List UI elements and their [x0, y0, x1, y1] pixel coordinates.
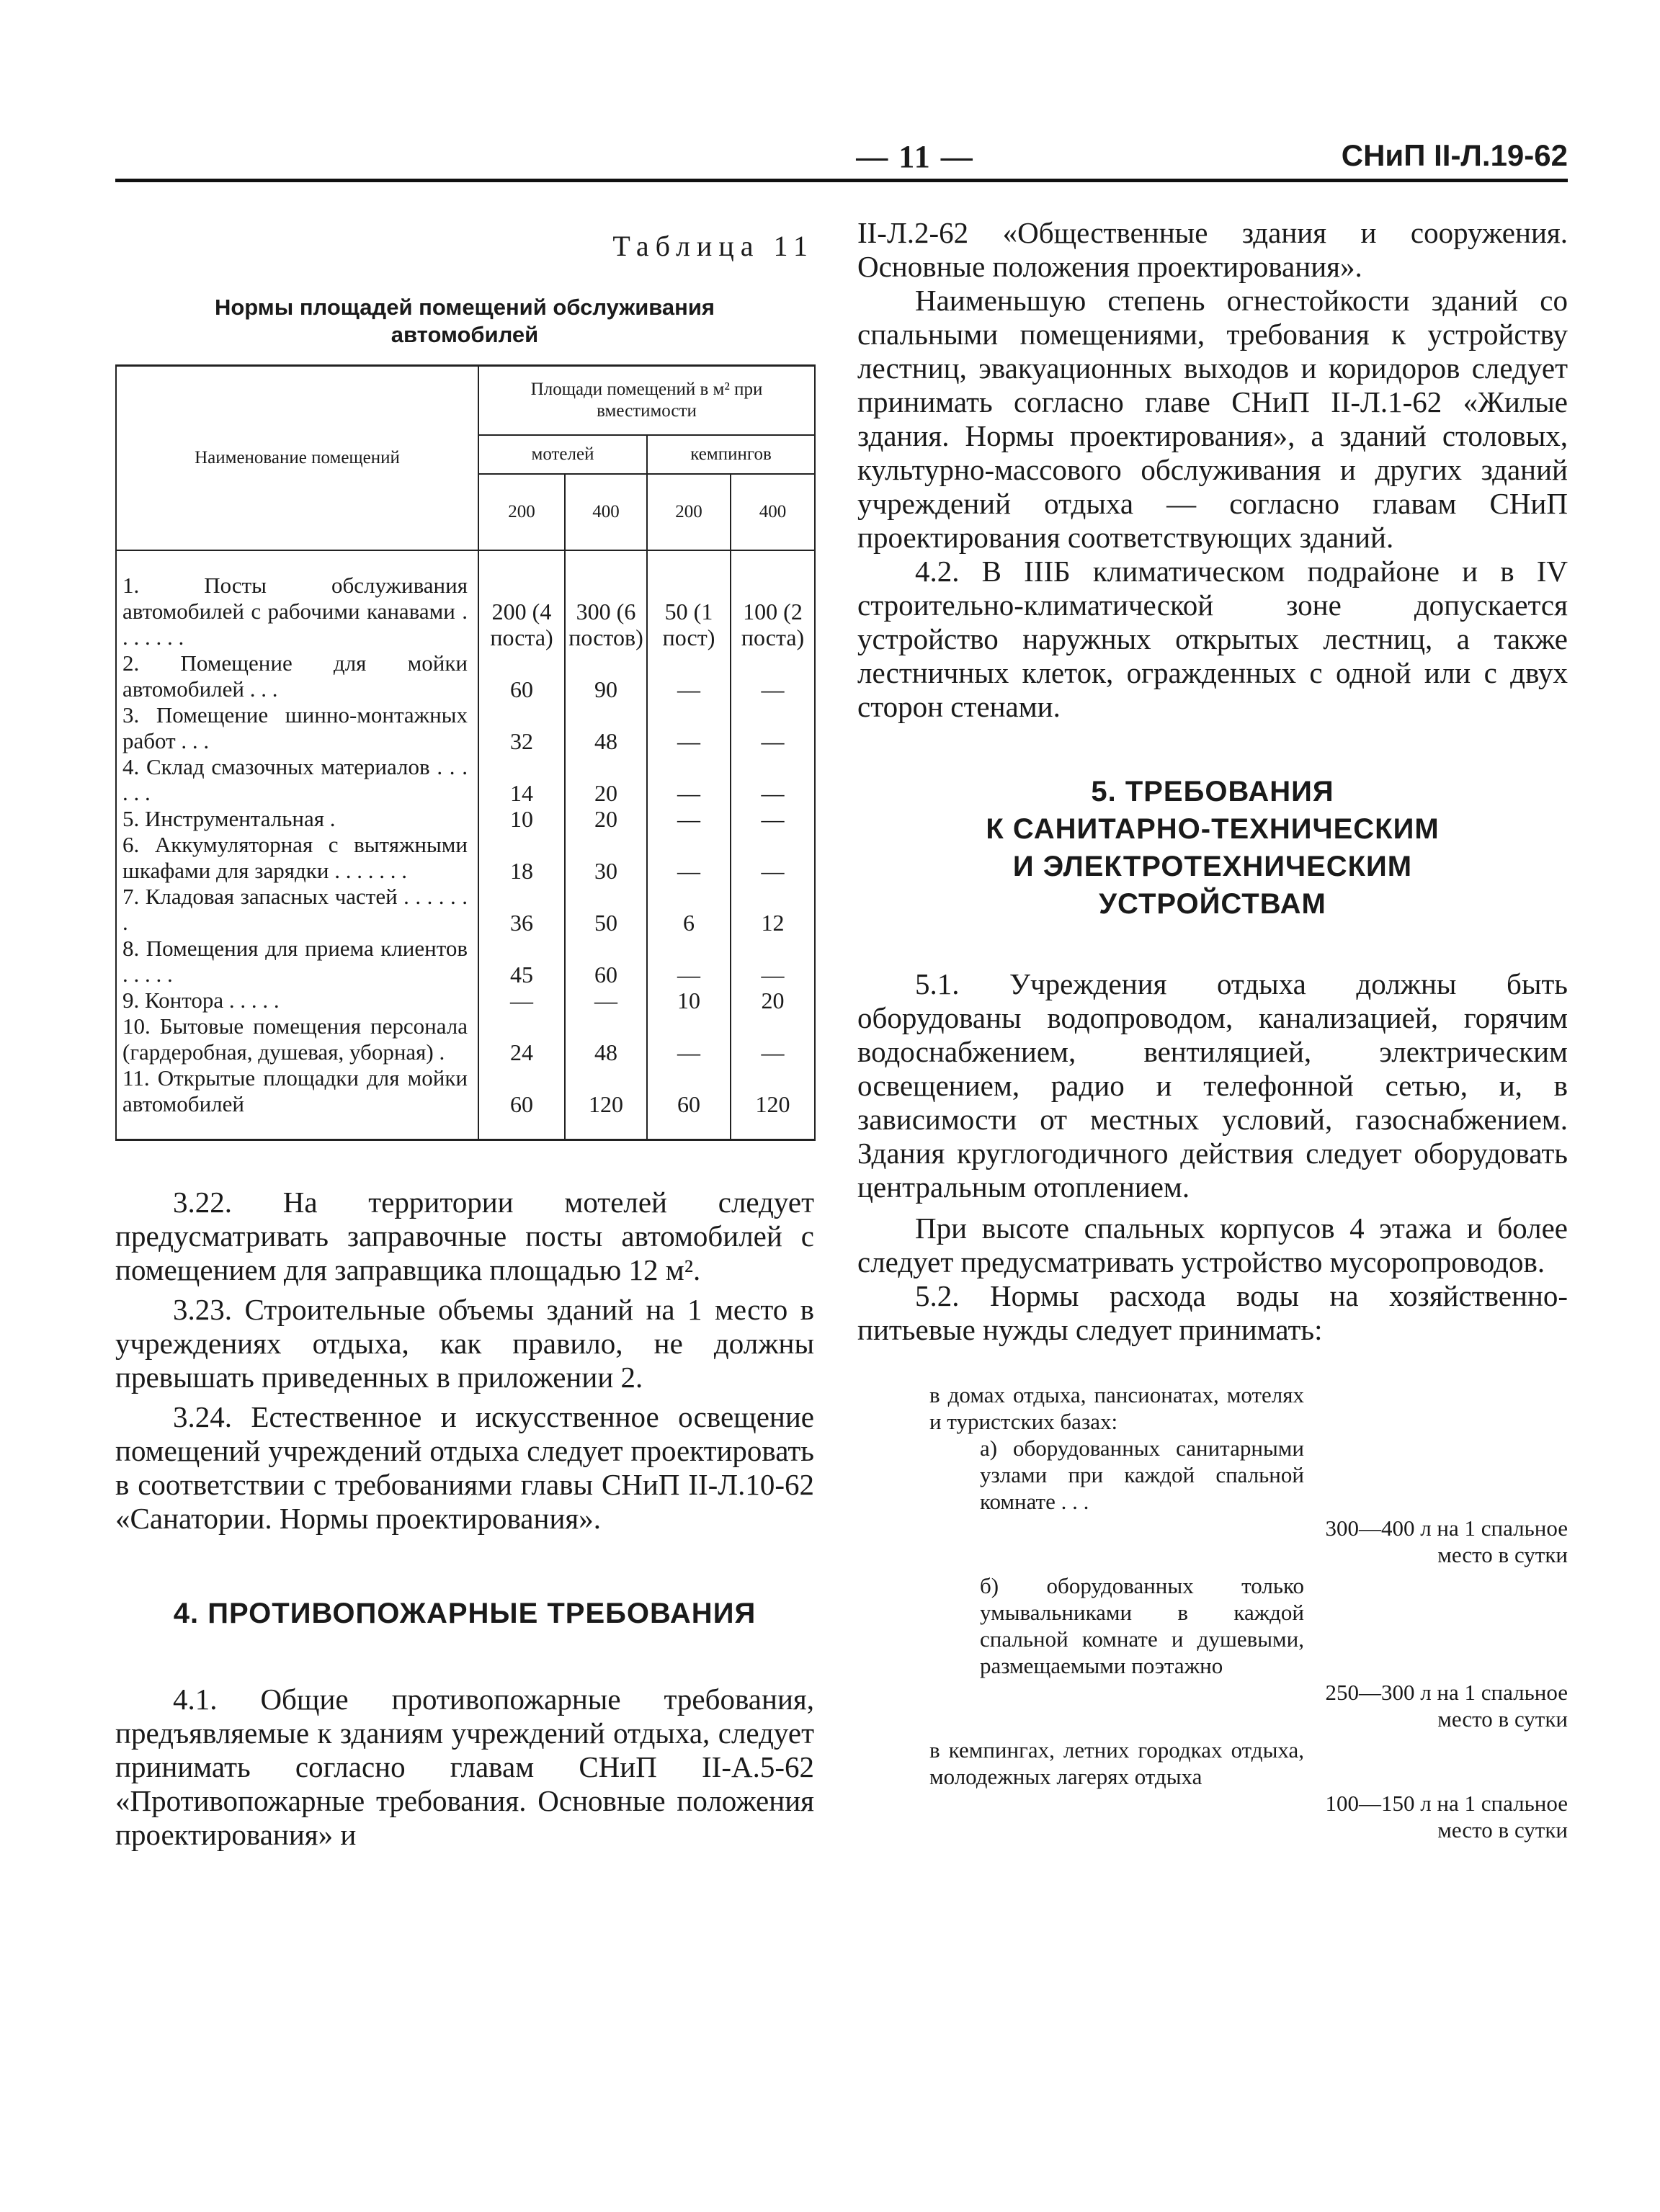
- row-name: 11. Открытые площадки для мойки автомобилей: [116, 1065, 478, 1140]
- paragraph-3-23: 3.23. Строительные объемы зданий на 1 место в учреждениях отдыха, как правило, не должны превышать приведенных в приложении 2.: [115, 1292, 814, 1394]
- row-name: 6. Аккумуляторная с вытяжными шкафами для зарядки . . . . . . .: [116, 832, 478, 884]
- paragraph-4-2: 4.2. В IIIБ климатическом подрайоне и в IV строительно-климатической зоне допускается устройство наружных открытых лестниц, а также лестничных клеток, огражденных с одной или с двух сторон стенами.: [857, 555, 1568, 723]
- cell-motels-400: 300 (6 постов): [565, 550, 647, 650]
- cell-motels-400: 90: [565, 650, 647, 702]
- row-name: 8. Помещения для приема клиентов . . . . .: [116, 936, 478, 988]
- row-name: 1. Посты обслуживания автомобилей с рабочими канавами . . . . . . .: [116, 550, 478, 650]
- table-caption: Таблица 11: [612, 230, 814, 262]
- table-row: [116, 550, 815, 650]
- paragraph-3-22: 3.22. На территории мотелей следует предусматривать заправочные посты автомобилей с помещением для заправщика площадью 12 м².: [115, 1185, 814, 1286]
- col-header-area: Площади помещений в м² при вместимости: [478, 366, 815, 435]
- cell-motels-200: 60: [478, 1065, 565, 1140]
- cell-campings-400: —: [731, 702, 815, 754]
- cell-campings-400: —: [731, 936, 815, 988]
- col-header-campings: кемпингов: [647, 435, 815, 474]
- section-5-line-4: УСТРОЙСТВАМ: [1099, 888, 1326, 920]
- col-header-motels-200: 200: [478, 474, 565, 550]
- page-number: — 11 —: [856, 139, 974, 174]
- water-item-a-value: 300—400 л на 1 спальное место в сутки: [1325, 1515, 1568, 1567]
- paragraph-5-2: 5.2. Нормы расхода воды на хозяйственно-питьевые нужды следует принимать:: [857, 1279, 1568, 1346]
- table-row: [116, 702, 815, 754]
- paragraph-4-1-continued: II-Л.2-62 «Общественные здания и сооружения. Основные положения проектирования».: [857, 216, 1568, 283]
- cell-motels-200: 36: [478, 884, 565, 936]
- cell-motels-400: 48: [565, 1013, 647, 1065]
- cell-campings-200: —: [647, 650, 731, 702]
- row-name: 7. Кладовая запасных частей . . . . . . .: [116, 884, 478, 936]
- cell-motels-200: 60: [478, 650, 565, 702]
- water-item-b-value: 250—300 л на 1 спальное место в сутки: [1325, 1680, 1568, 1732]
- cell-motels-400: 60: [565, 936, 647, 988]
- header-rule: [115, 179, 1568, 182]
- cell-motels-400: 50: [565, 884, 647, 936]
- col-header-campings-200: 200: [647, 474, 731, 550]
- page-header: [115, 138, 1568, 180]
- water-intro: в домах отдыха, пансионатах, мотелях и туристских базах:: [929, 1382, 1304, 1434]
- cell-motels-200: —: [478, 988, 565, 1013]
- cell-campings-400: —: [731, 650, 815, 702]
- table-row: [116, 884, 815, 936]
- water-item-b-label: б) оборудованных только умывальниками в каждой спальной комнате и душевыми, размещаемыми поэтажно: [980, 1573, 1304, 1678]
- cell-campings-400: 12: [731, 884, 815, 936]
- paragraph-3-24: 3.24. Естественное и искусственное освещение помещений учреждений отдыха следует проектировать в соответствии с требованиями главы СНиП II-Л.10-62 «Санатории. Нормы проектирования».: [115, 1400, 814, 1535]
- table-title: Нормы площадей помещений обслуживания автомобилей: [214, 295, 715, 347]
- col-header-campings-400: 400: [731, 474, 815, 550]
- norms-table: [115, 364, 816, 1141]
- paragraph-4-1-b: Наименьшую степень огнестойкости зданий со спальными помещениями, требования к устройству лестниц, эвакуационных выходов и коридоров следует принимать согласно главе СНиП II-Л.1-62 «Жилые здания. Нормы проектирования», а зданий столовых, культурно-массового обслуживания и других зданий учреждений отдыха — согласно главам СНиП проектирования соответствующих зданий.: [857, 284, 1568, 554]
- cell-motels-200: 24: [478, 1013, 565, 1065]
- row-name: 9. Контора . . . . .: [116, 988, 478, 1013]
- document-code: СНиП II-Л.19-62: [1341, 138, 1568, 172]
- cell-campings-200: 60: [647, 1065, 731, 1140]
- cell-motels-400: 20: [565, 754, 647, 806]
- section-5-line-3: И ЭЛЕКТРОТЕХНИЧЕСКИМ: [1012, 851, 1413, 882]
- table-row: [116, 832, 815, 884]
- cell-motels-200: 45: [478, 936, 565, 988]
- cell-campings-200: 50 (1 пост): [647, 550, 731, 650]
- table-row: [116, 988, 815, 1013]
- row-name: 10. Бытовые помещения персонала (гардеробная, душевая, уборная) .: [116, 1013, 478, 1065]
- cell-campings-200: —: [647, 1013, 731, 1065]
- cell-motels-400: 48: [565, 702, 647, 754]
- col-header-motels: мотелей: [478, 435, 647, 474]
- table-row: [116, 1065, 815, 1140]
- cell-campings-200: 6: [647, 884, 731, 936]
- paragraph-5-1-b: При высоте спальных корпусов 4 этажа и более следует предусматривать устройство мусоропроводов.: [857, 1212, 1568, 1279]
- cell-campings-200: —: [647, 936, 731, 988]
- section-5-line-2: К САНИТАРНО-ТЕХНИЧЕСКИМ: [986, 813, 1440, 845]
- table-row: [116, 650, 815, 702]
- row-name: 4. Склад смазочных материалов . . . . . .: [116, 754, 478, 806]
- cell-motels-200: 200 (4 поста): [478, 550, 565, 650]
- cell-campings-400: 20: [731, 988, 815, 1013]
- cell-campings-400: 120: [731, 1065, 815, 1140]
- row-name: 2. Помещение для мойки автомобилей . . .: [116, 650, 478, 702]
- cell-campings-400: —: [731, 832, 815, 884]
- col-header-motels-400: 400: [565, 474, 647, 550]
- water-item-b: [929, 1572, 1568, 1732]
- cell-campings-200: —: [647, 832, 731, 884]
- water-item-a: [929, 1435, 1568, 1567]
- cell-campings-200: 10: [647, 988, 731, 1013]
- water-norms-list: [929, 1382, 1568, 1842]
- water-item-a-label: а) оборудованных санитарными узлами при каждой спальной комнате . . .: [980, 1436, 1304, 1514]
- table-row: [116, 806, 815, 832]
- cell-motels-200: 10: [478, 806, 565, 832]
- table-row: [116, 1013, 815, 1065]
- water-item-c-value: 100—150 л на 1 спальное место в сутки: [1325, 1791, 1568, 1842]
- cell-motels-400: 20: [565, 806, 647, 832]
- cell-campings-400: 100 (2 поста): [731, 550, 815, 650]
- cell-campings-400: —: [731, 754, 815, 806]
- section-4-heading: 4. ПРОТИВОПОЖАРНЫЕ ТРЕБОВАНИЯ: [173, 1597, 757, 1629]
- paragraph-5-1: 5.1. Учреждения отдыха должны быть оборудованы водопроводом, канализацией, горячим водоснабжением, вентиляцией, электрическим освещением, радио и телефонной сетью, и, в зависимости от местных условий, газоснабжением. Здания круглогодичного действия следует оборудовать центральным отоплением.: [857, 967, 1568, 1204]
- section-5-line-1: 5. ТРЕБОВАНИЯ: [1091, 776, 1334, 807]
- right-column: [857, 216, 1568, 1842]
- section-5-heading: [857, 773, 1568, 923]
- left-column: [115, 216, 814, 1852]
- cell-campings-200: —: [647, 806, 731, 832]
- cell-motels-400: 120: [565, 1065, 647, 1140]
- cell-campings-200: —: [647, 754, 731, 806]
- cell-motels-400: —: [565, 988, 647, 1013]
- cell-motels-400: 30: [565, 832, 647, 884]
- cell-motels-200: 18: [478, 832, 565, 884]
- cell-motels-200: 14: [478, 754, 565, 806]
- cell-campings-200: —: [647, 702, 731, 754]
- water-item-c: [929, 1737, 1568, 1842]
- table-row: [116, 936, 815, 988]
- row-name: 5. Инструментальная .: [116, 806, 478, 832]
- water-item-c-label: в кемпингах, летних городках отдыха, молодежных лагерях отдыха: [929, 1737, 1304, 1789]
- table-row: [116, 754, 815, 806]
- cell-campings-400: —: [731, 806, 815, 832]
- cell-campings-400: —: [731, 1013, 815, 1065]
- row-name: 3. Помещение шинно-монтажных работ . . .: [116, 702, 478, 754]
- col-header-name: Наименование помещений: [116, 366, 478, 550]
- paragraph-4-1: 4.1. Общие противопожарные требования, предъявляемые к зданиям учреждений отдыха, следует принимать согласно главам СНиП II-А.5-62 «Противопожарные требования. Основные положения проектирования» и: [115, 1682, 814, 1851]
- cell-motels-200: 32: [478, 702, 565, 754]
